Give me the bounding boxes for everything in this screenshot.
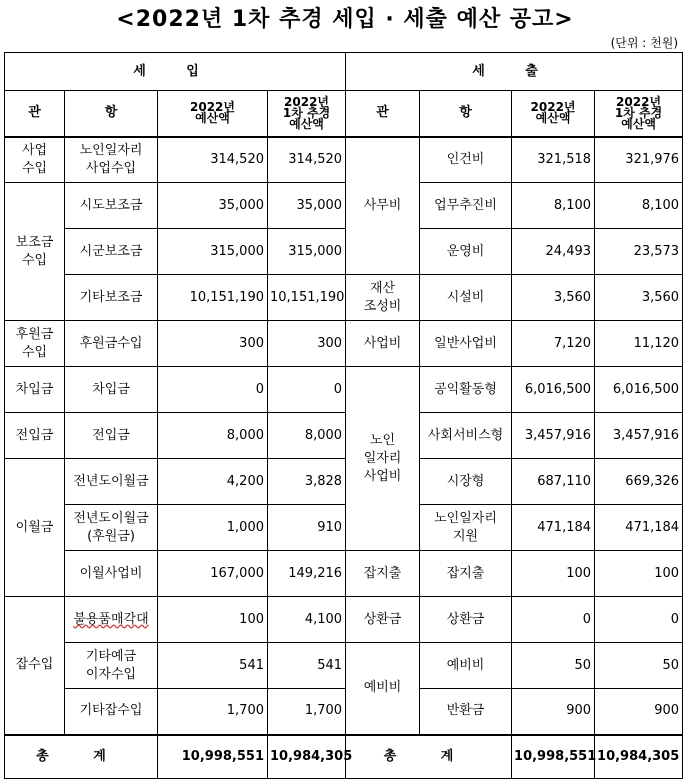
table-row [5,137,683,183]
revenue-supp-cell: 35,000 [268,183,346,229]
expenditure-total-label: 총 계 [346,735,512,779]
revenue-gwan-cell: 보조금 수입 [5,183,65,321]
expenditure-gwan-cell: 노인 일자리 사업비 [346,367,420,551]
expenditure-hang-cell: 인건비 [420,137,512,183]
revenue-supp-cell: 8,000 [268,413,346,459]
expenditure-gwan-header: 관 [346,91,420,137]
expenditure-budget-cell: 687,110 [512,459,595,505]
expenditure-hang-cell: 노인일자리 지원 [420,505,512,551]
expenditure-supp-cell: 100 [595,551,683,597]
expenditure-budget-cell: 8,100 [512,183,595,229]
revenue-hang-cell [65,597,158,643]
revenue-supp-cell: 3,828 [268,459,346,505]
revenue-total-budget: 10,998,551 [158,735,268,779]
revenue-supp-cell: 4,100 [268,597,346,643]
expenditure-supp-cell: 471,184 [595,505,683,551]
table-row [5,183,683,229]
revenue-budget-cell: 100 [158,597,268,643]
expenditure-supp-header: 2022년 1차 추경 예산액 [595,91,683,137]
revenue-hang-cell: 기타보조금 [65,275,158,321]
expenditure-hang-cell: 운영비 [420,229,512,275]
revenue-hang-cell: 이월사업비 [65,551,158,597]
expenditure-gwan-cell: 예비비 [346,643,420,735]
revenue-hang-cell: 후원금수입 [65,321,158,367]
expenditure-budget-header: 2022년 예산액 [512,91,595,137]
revenue-gwan-cell: 사업 수입 [5,137,65,183]
expenditure-supp-cell: 50 [595,643,683,689]
revenue-supp-cell: 149,216 [268,551,346,597]
table-row [5,643,683,689]
expenditure-budget-cell: 900 [512,689,595,735]
expenditure-budget-cell: 50 [512,643,595,689]
expenditure-hang-cell: 잡지출 [420,551,512,597]
expenditure-supp-cell: 669,326 [595,459,683,505]
expenditure-budget-cell: 7,120 [512,321,595,367]
revenue-hang-cell: 노인일자리 사업수입 [65,137,158,183]
revenue-gwan-cell: 이월금 [5,459,65,597]
revenue-budget-cell: 541 [158,643,268,689]
expenditure-section-header: 세 출 [346,53,683,91]
revenue-hang-cell: 기타예금 이자수입 [65,643,158,689]
expenditure-supp-cell: 900 [595,689,683,735]
expenditure-budget-cell: 3,457,916 [512,413,595,459]
expenditure-hang-cell: 예비비 [420,643,512,689]
revenue-hang-cell: 전년도이월금 (후원금) [65,505,158,551]
unit-label: (단위 : 천원) [610,36,678,50]
expenditure-hang-cell: 시설비 [420,275,512,321]
revenue-gwan-header: 관 [5,91,65,137]
table-row [5,229,683,275]
table-row [5,551,683,597]
column-header-row [5,91,683,137]
expenditure-supp-cell: 8,100 [595,183,683,229]
expenditure-gwan-cell: 사업비 [346,321,420,367]
expenditure-supp-cell: 321,976 [595,137,683,183]
revenue-supp-cell: 300 [268,321,346,367]
page-title: <2022년 1차 추경 세입 · 세출 예산 공고> [116,7,574,32]
revenue-hang-text: 불용품매각대 [73,611,149,627]
table-row [5,275,683,321]
expenditure-supp-cell: 23,573 [595,229,683,275]
revenue-gwan-cell: 잡수입 [5,597,65,735]
revenue-budget-cell: 35,000 [158,183,268,229]
revenue-total-supp: 10,984,305 [268,735,346,779]
table-row [5,689,683,735]
revenue-budget-cell: 1,000 [158,505,268,551]
revenue-supp-cell: 315,000 [268,229,346,275]
revenue-hang-header: 항 [65,91,158,137]
expenditure-supp-cell: 0 [595,597,683,643]
table-row [5,597,683,643]
revenue-budget-cell: 8,000 [158,413,268,459]
expenditure-budget-cell: 0 [512,597,595,643]
revenue-hang-cell: 전년도이월금 [65,459,158,505]
expenditure-supp-cell: 3,560 [595,275,683,321]
revenue-budget-cell: 167,000 [158,551,268,597]
table-row [5,367,683,413]
table-row [5,505,683,551]
expenditure-hang-cell: 업무추진비 [420,183,512,229]
revenue-budget-cell: 4,200 [158,459,268,505]
revenue-section-header: 세 입 [5,53,346,91]
revenue-gwan-cell: 차입금 [5,367,65,413]
budget-table [4,52,683,779]
revenue-supp-cell: 314,520 [268,137,346,183]
revenue-budget-cell: 300 [158,321,268,367]
revenue-budget-cell: 314,520 [158,137,268,183]
table-row [5,413,683,459]
revenue-hang-cell: 시도보조금 [65,183,158,229]
revenue-supp-cell: 541 [268,643,346,689]
expenditure-supp-cell: 11,120 [595,321,683,367]
section-header-row [5,53,683,91]
revenue-budget-cell: 315,000 [158,229,268,275]
expenditure-gwan-cell: 사무비 [346,137,420,275]
total-row [5,735,683,779]
revenue-supp-cell: 1,700 [268,689,346,735]
expenditure-hang-header: 항 [420,91,512,137]
expenditure-hang-cell: 시장형 [420,459,512,505]
revenue-budget-cell: 10,151,190 [158,275,268,321]
expenditure-budget-cell: 24,493 [512,229,595,275]
revenue-budget-cell: 1,700 [158,689,268,735]
expenditure-budget-cell: 100 [512,551,595,597]
revenue-hang-cell: 시군보조금 [65,229,158,275]
expenditure-gwan-cell: 상환금 [346,597,420,643]
revenue-supp-cell: 910 [268,505,346,551]
expenditure-hang-cell: 사회서비스형 [420,413,512,459]
expenditure-hang-cell: 상환금 [420,597,512,643]
expenditure-hang-cell: 공익활동형 [420,367,512,413]
expenditure-hang-cell: 반환금 [420,689,512,735]
revenue-budget-cell: 0 [158,367,268,413]
revenue-total-label: 총 계 [5,735,158,779]
table-row [5,321,683,367]
expenditure-supp-cell: 6,016,500 [595,367,683,413]
revenue-hang-cell: 전입금 [65,413,158,459]
revenue-hang-cell: 기타잡수입 [65,689,158,735]
expenditure-total-supp: 10,984,305 [595,735,683,779]
revenue-supp-header: 2022년 1차 추경 예산액 [268,91,346,137]
revenue-gwan-cell: 후원금 수입 [5,321,65,367]
table-row [5,459,683,505]
revenue-budget-header: 2022년 예산액 [158,91,268,137]
expenditure-budget-cell: 6,016,500 [512,367,595,413]
revenue-supp-cell: 10,151,190 [268,275,346,321]
expenditure-gwan-cell: 잡지출 [346,551,420,597]
revenue-gwan-cell: 전입금 [5,413,65,459]
expenditure-budget-cell: 471,184 [512,505,595,551]
expenditure-hang-cell: 일반사업비 [420,321,512,367]
expenditure-budget-cell: 321,518 [512,137,595,183]
expenditure-total-budget: 10,998,551 [512,735,595,779]
expenditure-gwan-cell: 재산 조성비 [346,275,420,321]
revenue-supp-cell: 0 [268,367,346,413]
revenue-hang-cell: 차입금 [65,367,158,413]
expenditure-supp-cell: 3,457,916 [595,413,683,459]
expenditure-budget-cell: 3,560 [512,275,595,321]
